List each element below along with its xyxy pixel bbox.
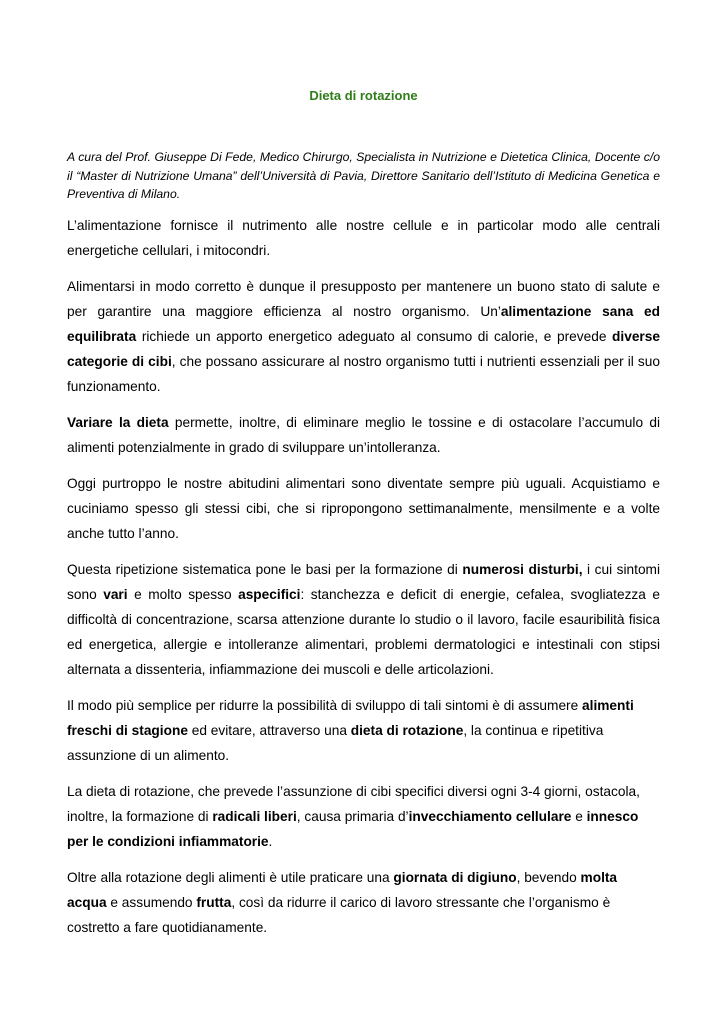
bold-phrase: molta acqua [67,870,618,910]
paragraph-text: Oltre alla rotazione degli alimenti è utile praticare una [67,870,394,885]
paragraph-text: e assumendo [106,895,197,910]
paragraph-1: L’alimentazione fornisce il nutrimento alle nostre cellule e in particolar modo alle centrali energetiche cellulari, i mitocondri. [67,218,660,258]
paragraph-7 [67,779,660,854]
document-title: Dieta di rotazione [309,88,418,103]
bold-phrase: dieta di rotazione [350,723,464,738]
paragraph-text: Il modo più semplice per ridurre la possibilità di sviluppo di tali sintomi è di assumere [67,698,583,713]
bold-phrase: aspecifici [238,587,301,602]
paragraph-text: , che possano assicurare al nostro organismo tutti i nutrienti essenziali per il suo funzionamento. [67,354,660,394]
paragraph-text: ed evitare, attraverso una [187,723,351,738]
paragraph-text: , causa primaria d’ [296,809,409,824]
bold-phrase: diverse categorie di cibi [67,329,660,369]
bold-phrase: invecchiamento cellulare [408,809,572,824]
bold-phrase: radicali liberi [212,809,297,824]
paragraph-text: La dieta di rotazione, che prevede l’assunzione di cibi specifici diversi ogni 3-4 giorni, ostacola, inoltre, la formazione di [67,784,640,824]
paragraph-text: , così da ridurre il carico di lavoro stressante che l’organismo è costretto a fare quotidianamente. [67,895,611,935]
paragraph-2 [67,274,660,399]
paragraph-text: i cui sintomi sono [67,562,661,602]
paragraph-8 [67,865,660,940]
paragraph-6 [67,693,660,768]
bold-phrase: numerosi disturbi, [462,562,583,577]
paragraph-4: Oggi purtroppo le nostre abitudini alimentari sono diventate sempre più uguali. Acquistiamo e cuciniamo spesso gli stessi cibi, che si ripropongono settimanalmente, mensilmente e a volte anche tutto l’anno. [67,476,660,541]
bold-phrase: vari [103,587,128,602]
bold-phrase: innesco per le condizioni infiammatorie [67,809,639,849]
paragraph-text: , bevendo [516,870,581,885]
paragraph-text: permette, inoltre, di eliminare meglio le tossine e di ostacolare l’accumulo di alimenti potenzialmente in grado di sviluppare un’intolleranza. [67,415,660,455]
paragraph-text: Alimentarsi in modo corretto è dunque il presupposto per mantenere un buono stato di salute e per garantire una maggiore efficienza al nostro organismo. Un’ [67,279,660,319]
paragraph-text: Questa ripetizione sistematica pone le basi per la formazione di [67,562,463,577]
paragraph-text: richiede un apporto energetico adeguato al consumo di calorie, e prevede [136,329,613,344]
paragraph-text: , la continua e ripetitiva assunzione di un alimento. [67,723,604,763]
author-credit: A cura del Prof. Giuseppe Di Fede, Medico Chirurgo, Specialista in Nutrizione e Dietetica Clinica, Docente c/o il “Master di Nutrizione Umana” dell’Università di Pavia, Direttore Sanitario dell’Istituto di Medicina Genetica e Preventiva di Milano. [67,150,660,201]
paragraph-text: : stanchezza e deficit di energie, cefalea, svogliatezza e difficoltà di concentrazione, scarsa attenzione durante lo studio o il lavoro, facile esauribilità fisica ed energetica, allergie e intolleranze alimentari, problemi dermatologici e intestinali con stipsi alternata a dissenteria, infiammazione dei muscoli e delle articolazioni. [67,587,660,677]
bold-phrase: Variare la dieta [67,415,169,430]
bold-phrase: frutta [196,895,232,910]
document-body [67,213,660,951]
bold-phrase: alimenti freschi di stagione [67,698,634,738]
bold-phrase: giornata di digiuno [393,870,517,885]
paragraph-3 [67,410,660,460]
bold-phrase: alimentazione sana ed equilibrata [67,304,660,344]
paragraph-text: e molto spesso [127,587,239,602]
paragraph-text: . [268,834,273,849]
paragraph-5 [67,557,660,682]
paragraph-text: e [571,809,587,824]
